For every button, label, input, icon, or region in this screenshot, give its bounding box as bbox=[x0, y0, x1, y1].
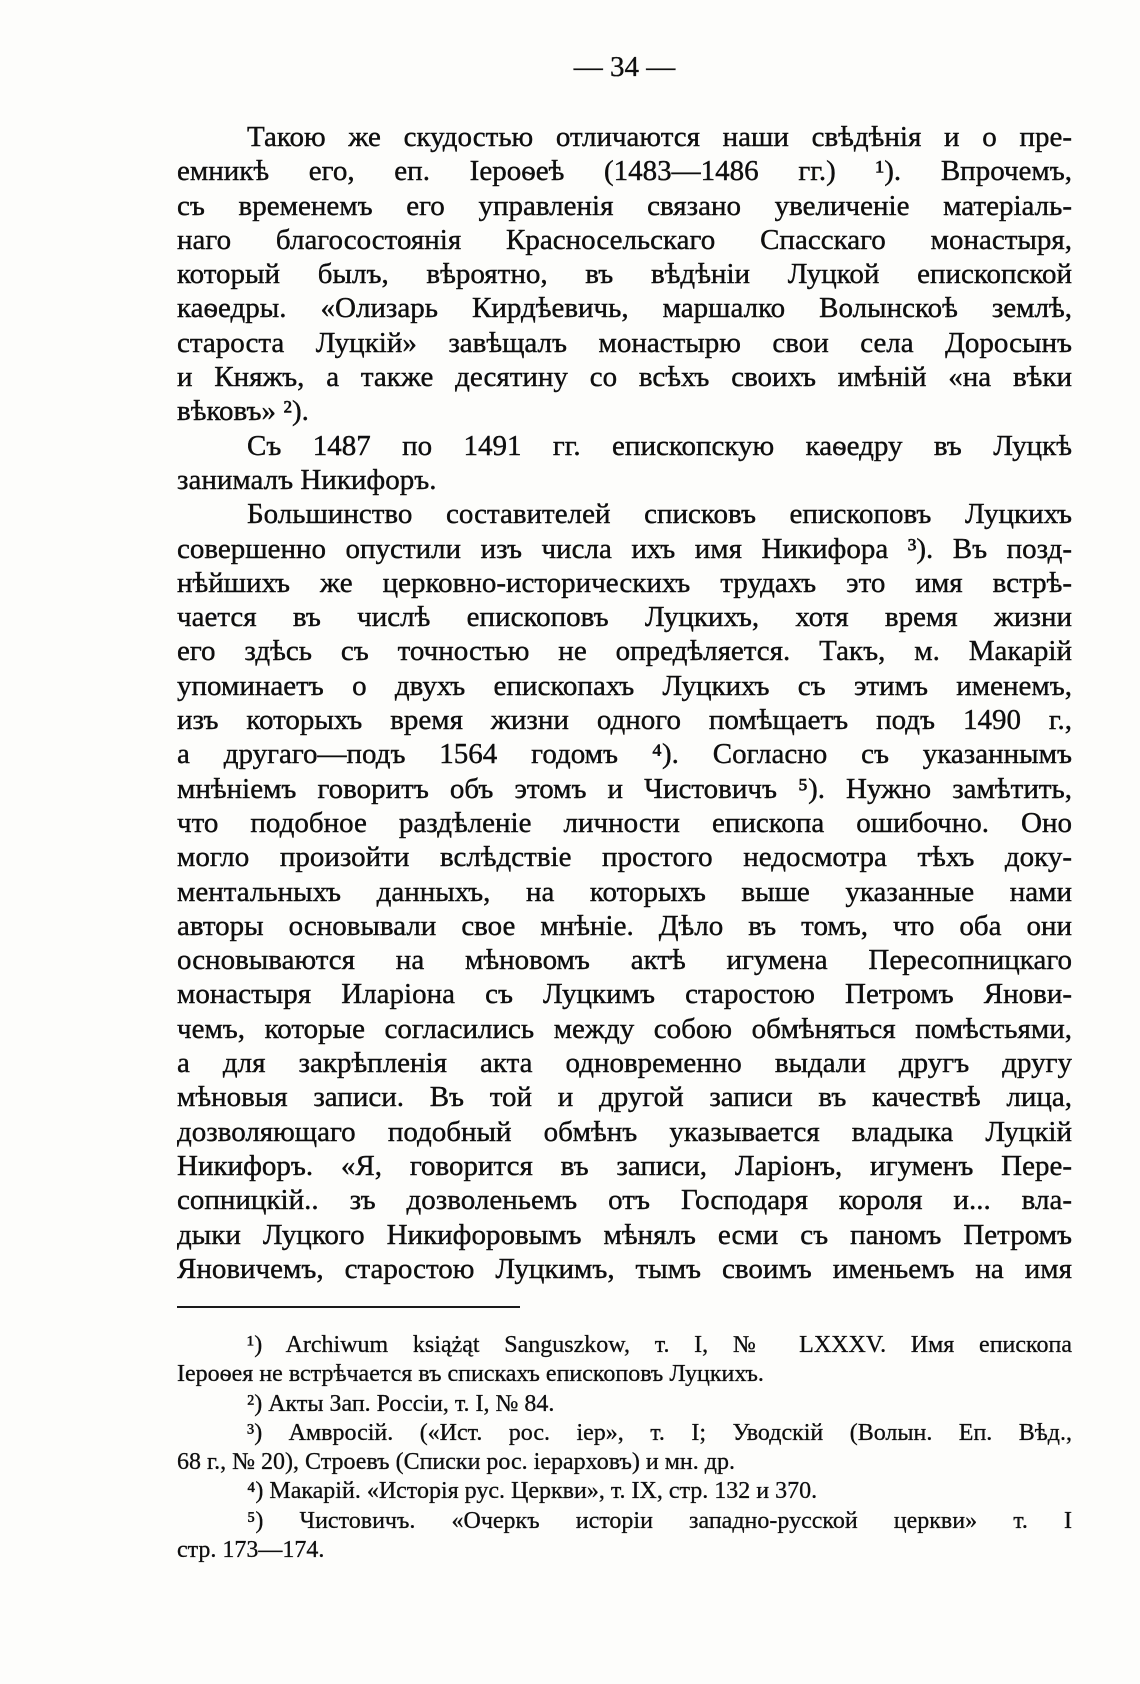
paragraph-3-line-11: могло произойти вслѣдствіе простого недосмотра тѣхъ доку- bbox=[177, 841, 1072, 874]
paragraph-3-line-20: Никифоръ. «Я, говорится въ записи, Ларіонъ, игуменъ Пере- bbox=[177, 1149, 1072, 1182]
footnote-2 bbox=[177, 1390, 1072, 1419]
main-text bbox=[177, 120, 1072, 1286]
paragraph-3-line-3: нѣйшихъ же церковно-историческихъ трудахъ это имя встрѣ- bbox=[177, 566, 1072, 599]
paragraph-1-line-7: староста Луцкій» завѣщалъ монастырю свои села Доросынъ bbox=[177, 326, 1072, 359]
paragraph-3-line-4: чается въ числѣ епископовъ Луцкихъ, хотя время жизни bbox=[177, 601, 1072, 634]
paragraph-3-line-5: его здѣсь съ точностью не опредѣляется. Такъ, м. Макарій bbox=[177, 635, 1072, 668]
footnote-1 bbox=[177, 1331, 1072, 1390]
paragraph-3-line-19: дозволяющаго подобный обмѣнъ указывается владыка Луцкій bbox=[177, 1115, 1072, 1148]
paragraph-2-line-1: Съ 1487 по 1491 гг. епископскую каѳедру въ Луцкѣ bbox=[247, 429, 1072, 462]
paragraph-2 bbox=[177, 429, 1072, 498]
footnote-3-line-1: ³) Амвросій. («Ист. рос. іер», т. I; Уводскій (Волын. Еп. Вѣд., bbox=[247, 1419, 1072, 1446]
paragraph-3-line-18: мѣновыя записи. Въ той и другой записи въ качествѣ лица, bbox=[177, 1081, 1072, 1114]
paragraph-3-line-15: монастыря Иларіона съ Луцкимъ старостою Петромъ Янови- bbox=[177, 978, 1072, 1011]
page-number: — 34 — bbox=[573, 51, 676, 83]
paragraph-3-line-13: авторы основывали свое мнѣніе. Дѣло въ томъ, что оба они bbox=[177, 909, 1072, 942]
paragraph-3 bbox=[177, 497, 1072, 1286]
paragraph-1-line-9: вѣковъ» ²). bbox=[177, 395, 309, 428]
paragraph-1 bbox=[177, 120, 1072, 429]
footnote-5-line-1: ⁵) Чистовичъ. «Очеркъ исторіи западно-русской церкви» т. I bbox=[247, 1507, 1072, 1534]
footnote-3-line-2: 68 г., № 20), Строевъ (Списки рос. іерарховъ) и мн. др. bbox=[177, 1449, 735, 1476]
footnote-5-line-2: стр. 173—174. bbox=[177, 1537, 325, 1564]
paragraph-3-line-2: совершенно опустили изъ числа ихъ имя Никифора ³). Въ позд- bbox=[177, 532, 1072, 565]
footnote-5 bbox=[177, 1507, 1072, 1566]
paragraph-1-line-8: и Княжъ, а также десятину со всѣхъ своихъ имѣній «на вѣки bbox=[177, 361, 1072, 394]
paragraph-1-line-5: который былъ, вѣроятно, въ вѣдѣніи Луцкой епископской bbox=[177, 258, 1072, 291]
paragraph-3-line-23: Яновичемъ, старостою Луцкимъ, тымъ своимъ именьемъ на имя bbox=[177, 1252, 1072, 1285]
paragraph-1-line-1: Такою же скудостью отличаются наши свѣдѣнія и о пре- bbox=[247, 121, 1072, 153]
paragraph-3-line-17: а для закрѣпленія акта одновременно выдали другъ другу bbox=[177, 1047, 1072, 1080]
paragraph-1-line-3: съ временемъ его управленія связано увеличеніе матеріаль- bbox=[177, 189, 1072, 222]
paragraph-2-line-2: занималъ Никифоръ. bbox=[177, 463, 437, 496]
paragraph-3-line-6: упоминаетъ о двухъ епископахъ Луцкихъ съ этимъ именемъ, bbox=[177, 669, 1072, 702]
paragraph-3-line-7: изъ которыхъ время жизни одного помѣщаетъ подъ 1490 г., bbox=[177, 704, 1072, 737]
paragraph-3-line-16: чемъ, которые согласились между собою обмѣняться помѣстьями, bbox=[177, 1012, 1072, 1045]
footnote-4-line-1: ⁴) Макарій. «Исторія рус. Церкви», т. IX, стр. 132 и 370. bbox=[247, 1478, 818, 1505]
footnote-separator bbox=[177, 1306, 520, 1308]
paragraph-3-line-22: дыки Луцкого Никифоровымъ мѣнялъ есми съ паномъ Петромъ bbox=[177, 1218, 1072, 1251]
footnote-1-line-1: ¹) Archiwum książąt Sanguszkow, т. I, № LXXXV. Имя епископа bbox=[247, 1332, 1072, 1358]
paragraph-3-line-8: а другаго—подъ 1564 годомъ ⁴). Согласно съ указаннымъ bbox=[177, 738, 1072, 771]
paragraph-3-line-1: Большинство составителей списковъ епископовъ Луцкихъ bbox=[247, 498, 1072, 531]
footnote-2-line-1: ²) Акты Зап. Россіи, т. I, № 84. bbox=[247, 1390, 555, 1417]
footnote-1-line-2: Іероѳея не встрѣчается въ спискахъ епископовъ Луцкихъ. bbox=[177, 1361, 764, 1388]
paragraph-3-line-12: ментальныхъ данныхъ, на которыхъ выше указанные нами bbox=[177, 875, 1072, 908]
paragraph-1-line-2: емникѣ его, еп. Іероѳеѣ (1483—1486 гг.) ¹). Впрочемъ, bbox=[177, 155, 1072, 188]
paragraph-3-line-21: сопницкій.. зъ дозволеньемъ отъ Господаря короля и... вла- bbox=[177, 1184, 1072, 1217]
paragraph-3-line-10: что подобное раздѣленіе личности епископа ошибочно. Оно bbox=[177, 806, 1072, 839]
footnote-4 bbox=[177, 1477, 1072, 1506]
paragraph-3-line-9: мнѣніемъ говоритъ объ этомъ и Чистовичъ ⁵). Нужно замѣтить, bbox=[177, 772, 1072, 805]
paragraph-3-line-14: основываются на мѣновомъ актѣ игумена Пересопницкаго bbox=[177, 944, 1072, 977]
footnotes bbox=[177, 1331, 1072, 1565]
paragraph-1-line-4: наго благосостоянія Красносельскаго Спасскаго монастыря, bbox=[177, 223, 1072, 256]
paragraph-1-line-6: каѳедры. «Олизарь Кирдѣевичь, маршалко Волынскоѣ землѣ, bbox=[177, 292, 1072, 325]
footnote-3 bbox=[177, 1419, 1072, 1478]
